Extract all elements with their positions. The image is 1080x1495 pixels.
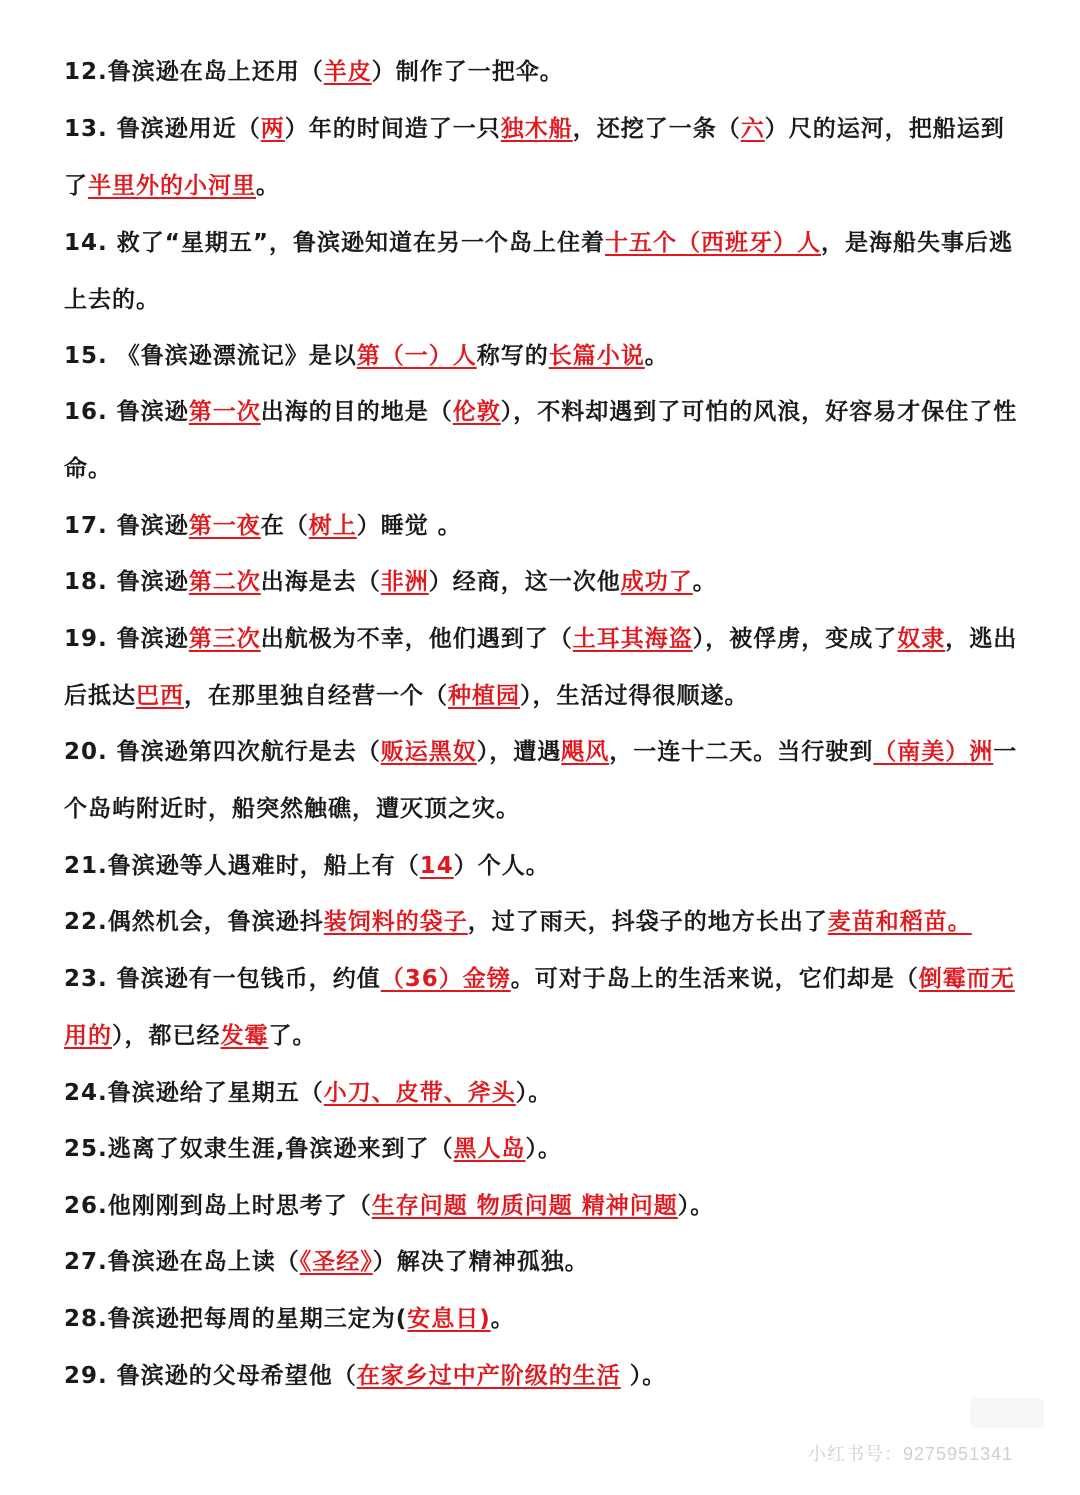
answer-text: 树上 (308, 513, 357, 539)
question-12 (64, 44, 1024, 101)
question-text: ）。 (677, 1193, 715, 1219)
question-text: 偶然机会，鲁滨逊抖 (107, 909, 324, 935)
question-text: ）尺的运河，把船运到了 (64, 116, 1005, 199)
question-text: 。 (490, 1306, 515, 1332)
question-text: ）睡觉 。 (356, 513, 462, 539)
answer-text: 巴西 (136, 683, 184, 709)
answer-text: 14 (419, 853, 454, 879)
question-text: 鲁滨逊 (107, 513, 189, 539)
question-20 (64, 724, 1024, 838)
question-27 (64, 1234, 1024, 1291)
question-text: 鲁滨逊在岛上读（ (107, 1249, 300, 1275)
question-text: 。 (256, 173, 280, 199)
question-text: 了。 (268, 1023, 317, 1049)
question-16 (64, 384, 1024, 498)
question-text: 鲁滨逊的父母希望他（ (107, 1363, 357, 1389)
question-text: 出航极为不幸，他们遇到了（ (260, 626, 573, 652)
question-number: 15. (64, 343, 108, 369)
answer-text: 半里外的小河里 (88, 173, 256, 199)
answer-text: 装饲料的袋子 (323, 909, 468, 935)
question-text: ，还挖了一条（ (572, 116, 741, 142)
answer-text: 奴隶 (897, 626, 946, 652)
answer-text: 飓风 (561, 739, 610, 765)
question-text: 《鲁滨逊漂流记》是以 (107, 343, 357, 369)
answer-text: 伦敦 (452, 399, 501, 425)
answer-text: 安息日) (407, 1306, 491, 1332)
answer-text: 第二次 (188, 569, 261, 595)
question-text: 鲁滨逊第四次航行是去（ (107, 739, 381, 765)
question-text: 。 (692, 569, 717, 595)
answer-text: 羊皮 (323, 59, 372, 85)
question-25 (64, 1121, 1024, 1178)
question-text: ），被俘虏，变成了 (692, 626, 898, 652)
question-23 (64, 951, 1024, 1065)
question-text: ）。 (620, 1363, 667, 1389)
question-22 (64, 894, 1024, 951)
question-number: 28. (64, 1306, 108, 1332)
question-number: 27. (64, 1249, 108, 1275)
watermark-badge (970, 1398, 1044, 1428)
answer-text: 第一次 (188, 399, 261, 425)
answer-text: 贩运黑奴 (380, 739, 477, 765)
question-number: 19. (64, 626, 108, 652)
question-number: 12. (64, 59, 108, 85)
question-text: ）年的时间造了一只 (284, 116, 501, 142)
question-text: 。可对于岛上的生活来说，它们却是（ (510, 966, 919, 992)
question-number: 14. (64, 230, 108, 256)
question-text: 。 (644, 343, 669, 369)
question-24 (64, 1065, 1024, 1122)
question-text: 鲁滨逊把每周的星期三定为( (107, 1306, 408, 1332)
question-17 (64, 498, 1024, 555)
question-number: 22. (64, 909, 108, 935)
answer-text: 六 (740, 116, 765, 142)
answer-text: 第一夜 (188, 513, 261, 539)
question-text: ）。 (525, 1136, 562, 1162)
question-text: 鲁滨逊等人遇难时，船上有（ (107, 853, 420, 879)
answer-text: 非洲 (380, 569, 429, 595)
question-text: 出海的目的地是（ (260, 399, 453, 425)
question-text: ）。 (515, 1080, 553, 1106)
answer-text: 种植园 (448, 683, 520, 709)
question-text: 鲁滨逊在岛上还用（ (107, 59, 324, 85)
answer-text: 发霉 (220, 1023, 269, 1049)
question-text: 鲁滨逊 (107, 399, 189, 425)
question-number: 17. (64, 513, 108, 539)
question-text: ）解决了精神孤独。 (372, 1249, 589, 1275)
answer-text: 黑人岛 (453, 1136, 526, 1162)
answer-text: 十五个（西班牙）人 (605, 230, 821, 256)
question-26 (64, 1178, 1024, 1235)
answer-text: 第（一）人 (356, 343, 477, 369)
question-text: ，是海船失事后逃上去的。 (64, 230, 1013, 313)
question-text: 出海是去（ (260, 569, 381, 595)
question-number: 18. (64, 569, 108, 595)
question-21 (64, 838, 1024, 895)
question-text: 一个岛屿附近时，船突然触礁，遭灭顶之灾。 (64, 739, 1018, 822)
question-text: 逃离了奴隶生涯,鲁滨逊来到了（ (107, 1136, 454, 1162)
question-text: 鲁滨逊用近（ (107, 116, 261, 142)
question-text: ），生活过得很顺遂。 (520, 683, 749, 709)
question-text: ）经商，这一次他 (428, 569, 621, 595)
answer-text: 在家乡过中产阶级的生活 (356, 1363, 621, 1389)
question-number: 26. (64, 1193, 108, 1219)
question-text: ，过了雨天，抖袋子的地方长出了 (467, 909, 828, 935)
question-number: 24. (64, 1080, 108, 1106)
answer-text: 生存问题 物质问题 精神问题 (371, 1193, 678, 1219)
answer-text: 第三次 (188, 626, 261, 652)
question-text: ），遭遇 (476, 739, 562, 765)
answer-text: 《圣经》 (299, 1249, 373, 1275)
question-text: 鲁滨逊 (107, 569, 189, 595)
question-number: 23. (64, 966, 108, 992)
question-13 (64, 101, 1024, 215)
question-text: 鲁滨逊 (107, 626, 189, 652)
question-18 (64, 554, 1024, 611)
question-14 (64, 215, 1024, 329)
question-28 (64, 1291, 1024, 1348)
question-text: 鲁滨逊有一包钱币，约值 (107, 966, 381, 992)
answer-text: 长篇小说 (548, 343, 645, 369)
answer-text: （南美）洲 (873, 739, 994, 765)
question-text: ），不料却遇到了可怕的风浪，好容易才保住了性命。 (64, 399, 1018, 482)
question-29 (64, 1348, 1024, 1405)
answer-text: 两 (260, 116, 285, 142)
answer-text: （36）金镑 (380, 966, 511, 992)
question-text: ）个人。 (453, 853, 550, 879)
question-text: 他刚刚到岛上时思考了（ (107, 1193, 372, 1219)
question-text: ，一连十二天。当行驶到 (609, 739, 874, 765)
question-text: ），都已经 (112, 1023, 221, 1049)
answer-text: 麦苗和稻苗。 (827, 909, 972, 935)
question-text: 救了“星期五”，鲁滨逊知道在另一个岛上住着 (107, 230, 605, 256)
answer-text: 小刀、皮带、斧头 (323, 1080, 516, 1106)
question-text: ，在那里独自经营一个（ (184, 683, 448, 709)
answer-text: 独木船 (500, 116, 573, 142)
answer-text: 土耳其海盗 (572, 626, 693, 652)
question-19 (64, 611, 1024, 725)
question-text: 在（ (260, 513, 309, 539)
answer-text: 倒霉而无用的 (64, 966, 1015, 1049)
question-text: 称写的 (476, 343, 549, 369)
question-number: 20. (64, 739, 108, 765)
question-number: 21. (64, 853, 108, 879)
question-15 (64, 328, 1024, 385)
answer-text: 成功了 (620, 569, 693, 595)
question-text: ）制作了一把伞。 (371, 59, 564, 85)
question-text: ，逃出后抵达 (64, 626, 1018, 709)
question-text: 鲁滨逊给了星期五（ (107, 1080, 324, 1106)
question-number: 29. (64, 1363, 108, 1389)
question-number: 25. (64, 1136, 108, 1162)
question-number: 13. (64, 116, 108, 142)
watermark-text: 小红书号：9275951341 (808, 1444, 1014, 1464)
question-number: 16. (64, 399, 108, 425)
